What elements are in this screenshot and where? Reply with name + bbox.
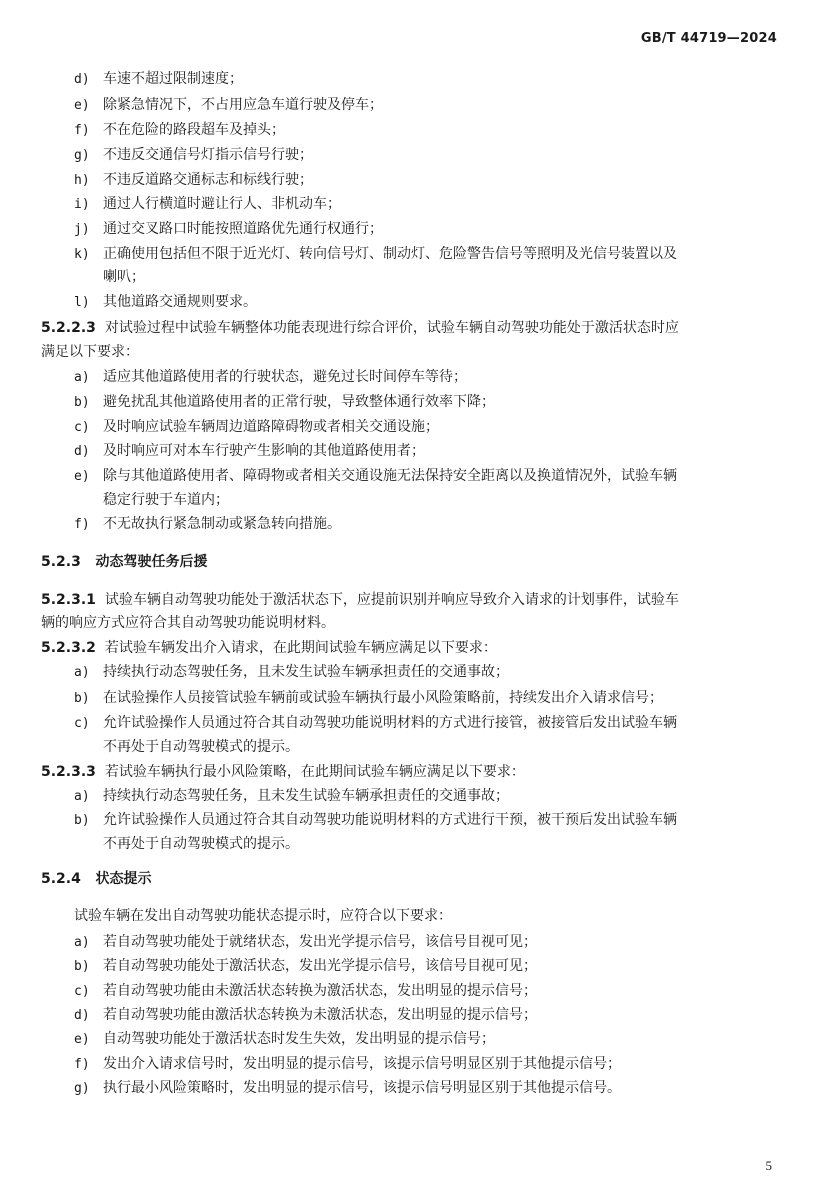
page-number: 5 — [765, 1158, 772, 1173]
clause-number: 5.2.3.1 — [41, 592, 96, 608]
document-page: GB/T 44719—2024 d) 车速不超过限制速度； e) 除紧急情况下，不占用应急车道行驶及停车； f) 不在危险的路段超车及掉头； g) 不违反交通信号灯指示信号行驶； h) 不违反道路交通标志和标线行驶； i) 通过人行横道时避让行人、非机动车； j) 通过交叉路口时能按照道路优先通行权通行； k) 正确使用包括但不限于近光灯、转向信号灯、制动灯、危险警告信号等照明及光信号装置以及 喇叭； l) 其他道路交通规则要求。 5.2.2.3 对试验过程中试验车辆整体功能表现进行综合评价，试验车辆自动驾驶功能处于激活状态时应 满足以下要求： a) 适应其他道路使用者的行驶状态，避免过长时间停车等待； b) 避免扰乱其他道路使用者的正常行驶，导致整体通行效率下降； c) 及时响应试验车辆周边道路障碍物或者相关交通设施； d) 及时响应可对本车行驶产生影响的其他道路使用者； e) 除与其他道路使用者、障碍物或者相关交通设施无法保持安全距离以及换道情况外，试验车辆 稳定行驶于车道内； f) 不无故执行紧急制动或紧急转向措施。 5.2.3 动态驾驶任务后援 5.2.3.1 试验车辆自动驾驶功能处于激活状态下，应提前识别并响应导致介入请求的计划事件，试验车 辆的响应方式应符合其自动驾驶功能说明材料。 5.2.3.2 若试验车辆发出介入请求，在此期间试验车辆应满足以下要求： a) 持续执行动态驾驶任务，且未发生试验车辆承担责任的交通事故； b) 在试验操作人员接管试验车辆前或试验车辆执行最小风险策略前，持续发出介入请求信号； c) 允许试验操作人员通过符合其自动驾驶功能说明材料的方式进行接管，被接管后发出试验车辆 不再处于自动驾驶模式的提示。 5.2.3.3 若试验车辆执行最小风险策略，在此期间试验车辆应满足以下要求： a) 持续执行动态驾驶任务，且未发生试验车辆承担责任的交通事故； b) 允许试验操作人员通过符合其自动驾驶功能说明材料的方式进行干预，被干预后发出试验车辆 不再处于自动驾驶模式的提示。 5.2.4 状态提示 试验车辆在发出自动驾驶功能状态提示时，应符合以下要求： a) 若自动驾驶功能处于就绪状态，发出光学提示信号，该信号目视可见； b) 若自动驾驶功能处于激活状态，发出光学提示信号，该信号目视可见； c) 若自动驾驶功能由未激活状态转换为激活状态，发出明显的提示信号； d) 若自动驾驶功能由激活状态转换为未激活状态，发出明显的提示信号； e) 自动驾驶功能处于激活状态时发生失效，发出明显的提示信号； f) 发出介入请求信号时，发出明显的提示信号，该提示信号明显区别于其他提示信号； g) 执行最小风险策略时，发出明显的提示信号，该提示信号明显区别于其他提示信号。 5 — [41, 31, 777, 1173]
standard-code: GB/T 44719—2024 — [640, 31, 777, 46]
clause-number: 5.2.3.3 — [41, 764, 96, 780]
clause-number: 5.2.2.3 — [41, 320, 96, 336]
clause-number: 5.2.3.2 — [41, 640, 96, 656]
